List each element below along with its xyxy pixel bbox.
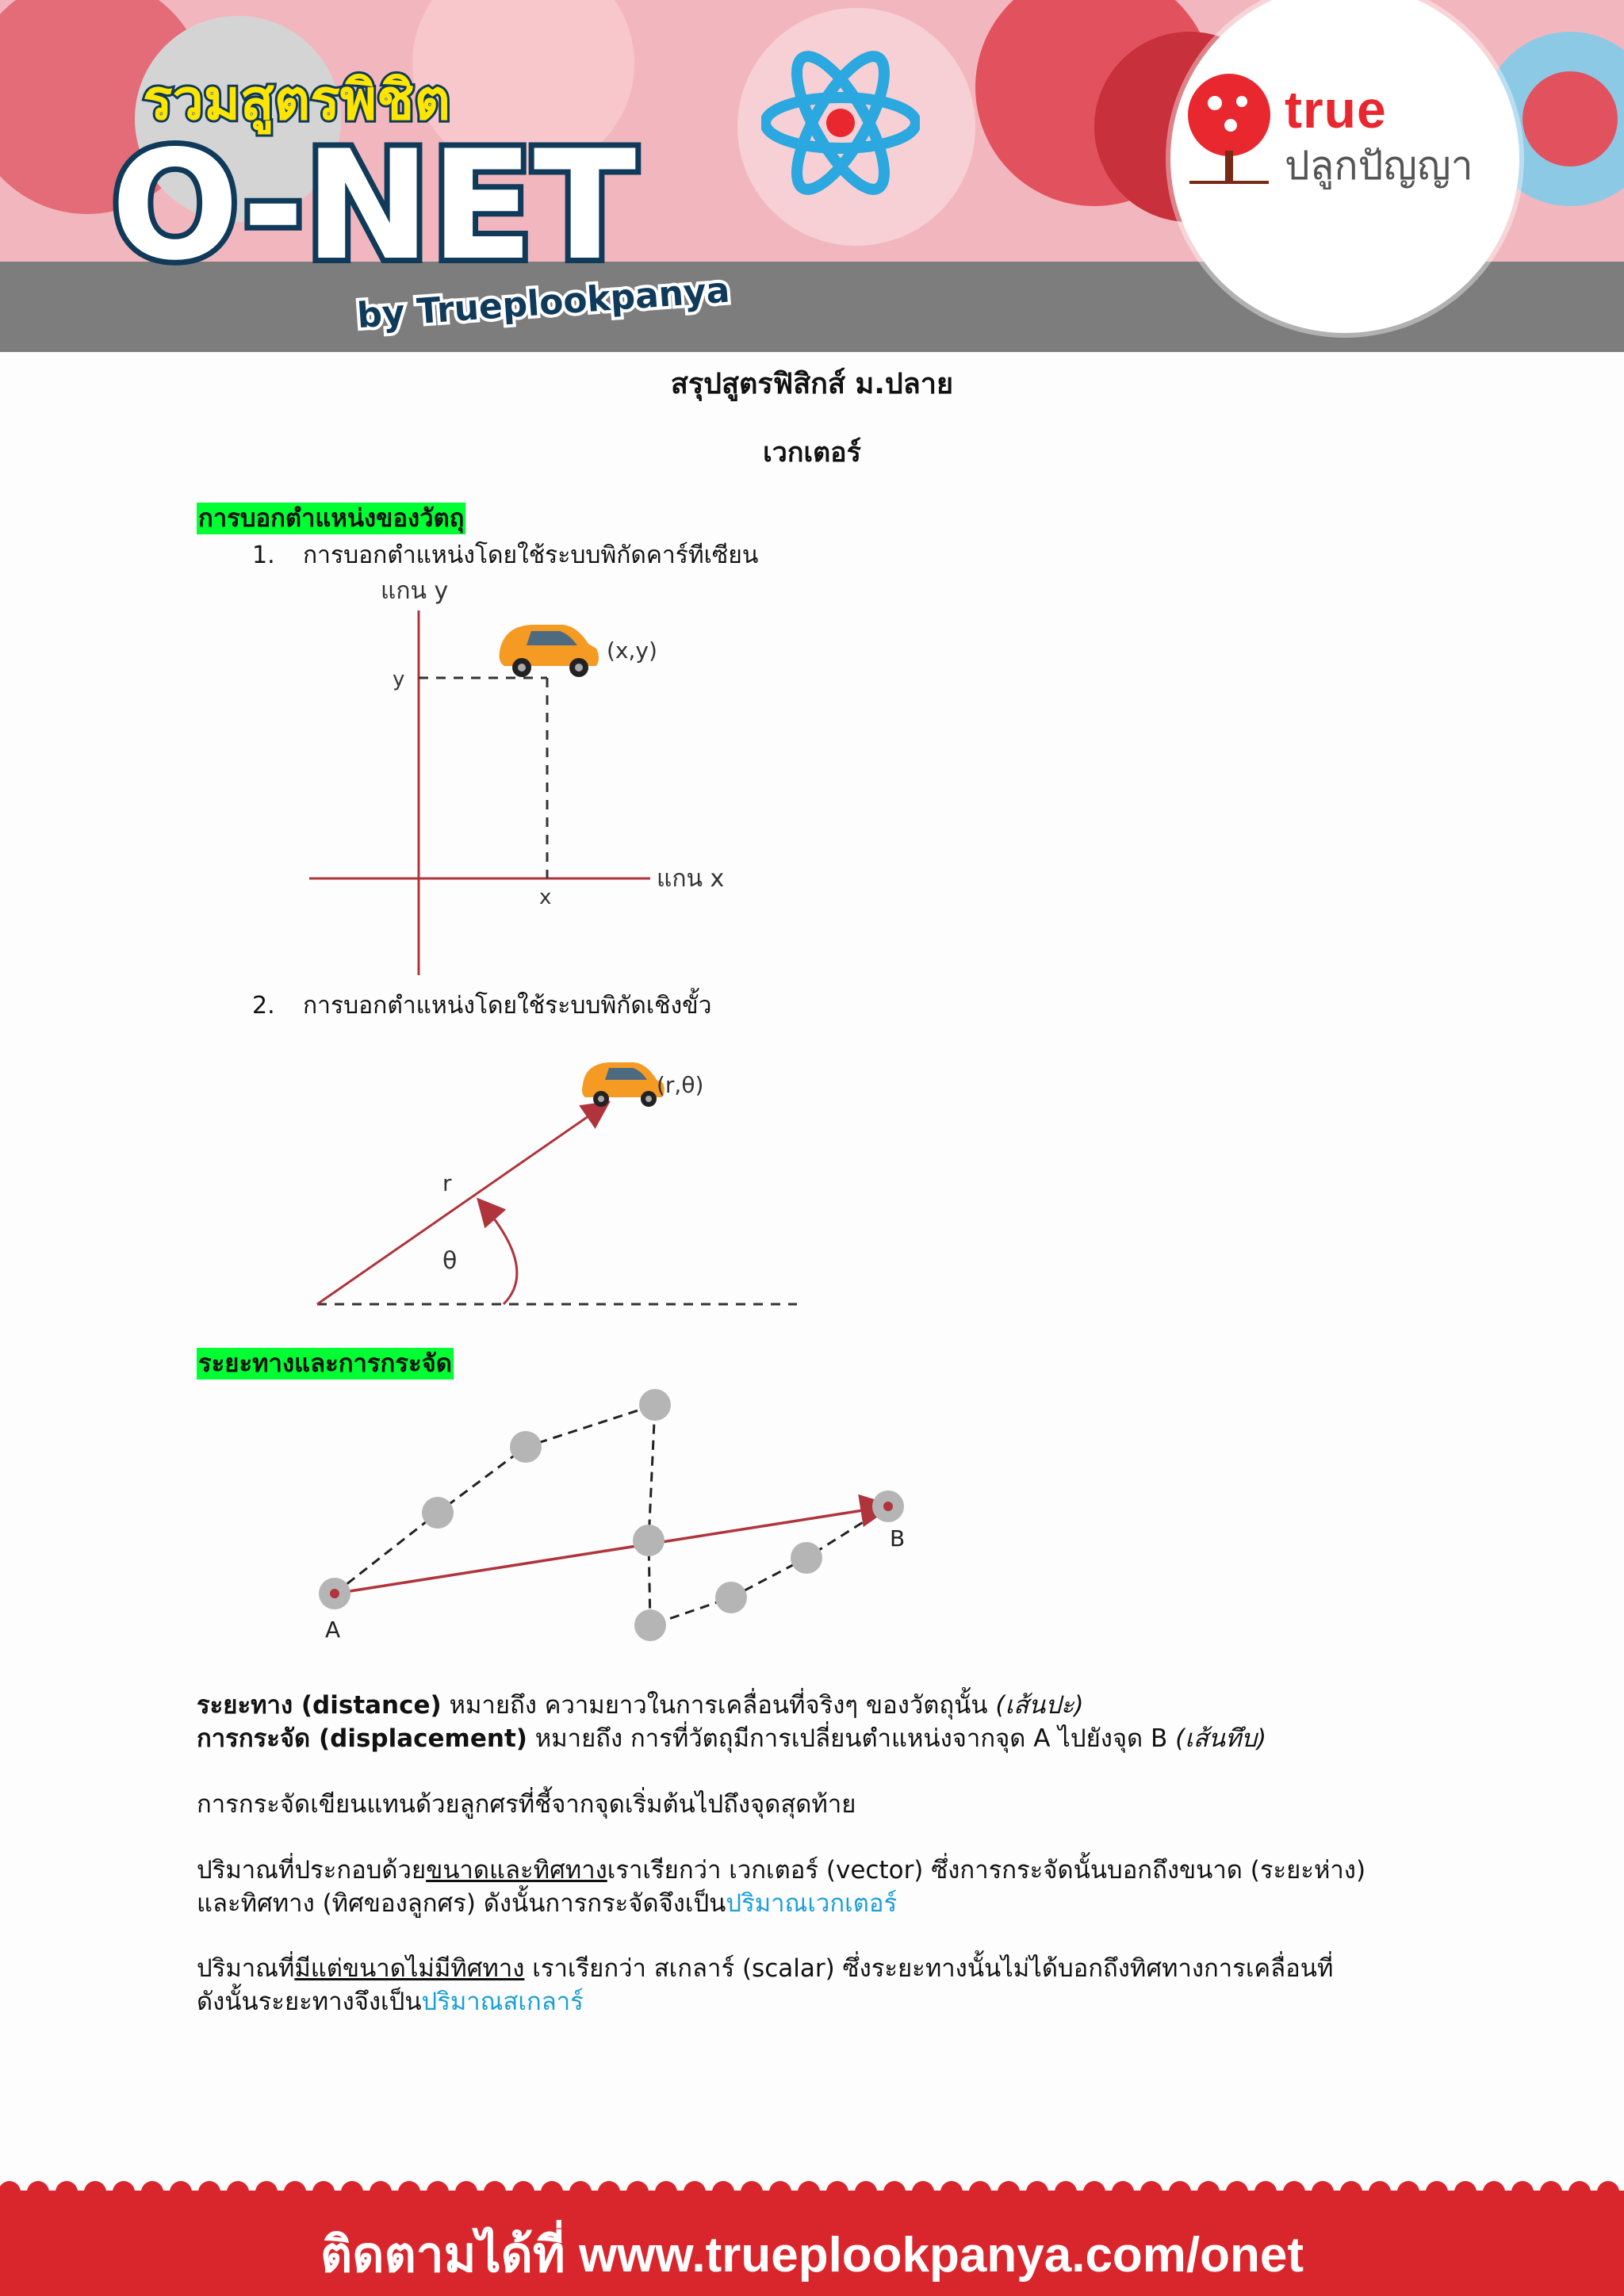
footer-scallop <box>1169 2181 1191 2203</box>
footer-scallop <box>170 2181 192 2203</box>
onet-title-logo <box>111 44 809 345</box>
footer-scallop <box>798 2181 820 2203</box>
footer-scallop <box>427 2181 449 2203</box>
point-b-label: B <box>890 1525 906 1552</box>
position-vector-arrow <box>317 1104 607 1304</box>
footer-scallop <box>1483 2181 1505 2203</box>
displacement-note: (เส้นทึบ) <box>1175 1724 1267 1753</box>
logo-word: true <box>1285 80 1387 139</box>
footer-scallop <box>969 2181 991 2203</box>
text-segment: เราเรียกว่า สเกลาร์ (scalar) ซึ่งระยะทางนั้นไม่ได้บอกถึงทิศทางการเคลื่อนที่ <box>524 1954 1334 1983</box>
footer-scallop <box>1026 2181 1048 2203</box>
footer-scallop <box>227 2181 249 2203</box>
distance-displacement-diagram <box>301 1380 920 1649</box>
footer-scallop <box>312 2181 335 2203</box>
list-number: 1. <box>252 541 275 569</box>
footer-scallop <box>284 2181 306 2203</box>
theta-label: θ <box>442 1247 458 1275</box>
footer-scallop <box>1055 2181 1077 2203</box>
cartesian-diagram <box>301 571 745 983</box>
page-title: สรุปสูตรฟิสิกส์ ม.ปลาย <box>670 368 954 400</box>
y-tick-label: y <box>393 668 405 691</box>
text-segment: ดังนั้นระยะทางจึงเป็น <box>197 1988 422 2016</box>
car-icon <box>582 1062 665 1107</box>
footer-scallop <box>198 2181 220 2203</box>
footer-scallop <box>741 2181 763 2203</box>
vector-explanation-line2 <box>197 1887 897 1920</box>
footer-scallop <box>1540 2181 1562 2203</box>
footer-scallop <box>398 2181 420 2203</box>
footer-scallop <box>1597 2181 1619 2203</box>
footer-scallop <box>569 2181 592 2203</box>
distance-path <box>335 1405 888 1625</box>
footer-scallop <box>484 2181 506 2203</box>
footer-scallop <box>826 2181 848 2203</box>
footer-scallop <box>769 2181 791 2203</box>
footer-scallop <box>541 2181 563 2203</box>
distance-note: (เส้นปะ) <box>995 1691 1084 1720</box>
footer-scallop <box>27 2181 49 2203</box>
polar-diagram <box>301 1039 809 1308</box>
footer-scallop <box>455 2181 477 2203</box>
footer-scallop <box>1312 2181 1334 2203</box>
point-label-xy: (x,y) <box>607 637 657 664</box>
displacement-definition <box>197 1722 1266 1755</box>
footer-scallop <box>141 2181 163 2203</box>
footer-scallop <box>1369 2181 1391 2203</box>
atom-icon <box>761 48 920 198</box>
footer-scallop <box>1397 2181 1419 2203</box>
displacement-term: การกระจัด (displacement) <box>197 1724 527 1753</box>
section-heading-position: การบอกตำแหน่งของวัตถุ <box>198 504 465 533</box>
list-item-text: การบอกตำแหน่งโดยใช้ระบบพิกัดเชิงขั้ว <box>303 992 712 1020</box>
text-segment: ปริมาณที่ประกอบด้วย <box>197 1856 427 1885</box>
footer-scallop <box>912 2181 934 2203</box>
footer-scallop <box>855 2181 877 2203</box>
text-segment: และทิศทาง (ทิศของลูกศร) ดังนั้นการกระจัดจึงเป็น <box>197 1889 726 1918</box>
motion-dots <box>319 1389 904 1641</box>
scalar-quantity-link: ปริมาณสเกลาร์ <box>421 1988 584 2016</box>
point-b-marker <box>883 1502 893 1511</box>
header-banner <box>0 0 1624 352</box>
list-item-text: การบอกตำแหน่งโดยใช้ระบบพิกัดคาร์ทีเซียน <box>303 541 759 569</box>
dot <box>715 1582 747 1613</box>
footer-scallop <box>370 2181 392 2203</box>
dot <box>510 1431 542 1463</box>
page-subtitle: เวกเตอร์ <box>763 437 861 469</box>
displacement-text: หมายถึง การที่วัตถุมีการเปลี่ยนตำแหน่งจากจุด A ไปยังจุด B <box>527 1724 1176 1753</box>
footer-scallop <box>598 2181 620 2203</box>
tagline-text: รวมสูตรพิชิต <box>143 67 450 132</box>
footer-scallop <box>113 2181 135 2203</box>
x-tick-label: x <box>539 886 552 909</box>
footer-scallop <box>1112 2181 1134 2203</box>
car-icon <box>500 625 599 677</box>
footer-scallop <box>255 2181 278 2203</box>
footer-scallop <box>626 2181 649 2203</box>
footer-scallop <box>1197 2181 1220 2203</box>
footer-scallop <box>512 2181 534 2203</box>
true-logo <box>1182 71 1499 206</box>
section-heading-distance: ระยะทางและการกระจัด <box>198 1349 452 1378</box>
footer-scallop <box>1454 2181 1477 2203</box>
dot <box>422 1497 454 1529</box>
footer-scallop <box>1083 2181 1105 2203</box>
footer-scallop <box>684 2181 706 2203</box>
scalar-explanation-line1 <box>197 1952 1333 1985</box>
footer-scallop <box>1568 2181 1591 2203</box>
dot <box>633 1525 665 1556</box>
y-axis-label: แกน y <box>381 577 449 605</box>
distance-term: ระยะทาง (distance) <box>197 1691 442 1720</box>
x-axis-label: แกน x <box>657 865 725 893</box>
vector-quantity-link: ปริมาณเวกเตอร์ <box>726 1889 898 1918</box>
scalar-explanation-line2 <box>197 1985 584 2019</box>
list-number: 2. <box>252 992 275 1020</box>
footer-scallop <box>1140 2181 1162 2203</box>
footer-scallop <box>940 2181 963 2203</box>
footer-scallop <box>1283 2181 1305 2203</box>
footer-scallop <box>655 2181 677 2203</box>
r-label: r <box>442 1170 452 1196</box>
footer-scallop <box>1340 2181 1362 2203</box>
footer-scallop <box>883 2181 906 2203</box>
distance-text: หมายถึง ความยาวในการเคลื่อนที่จริงๆ ของวัตถุนั้น <box>441 1691 996 1720</box>
dot <box>634 1609 666 1641</box>
tree-icon <box>1182 71 1277 190</box>
footer-scallop <box>84 2181 106 2203</box>
point-label-polar: (r,θ) <box>657 1072 704 1098</box>
logo-subtext: ปลูกปัญญา <box>1285 143 1473 189</box>
footer-scallop <box>1511 2181 1534 2203</box>
point-a-label: A <box>325 1617 341 1643</box>
vector-explanation-line1 <box>197 1854 1365 1887</box>
list-item-polar <box>252 987 711 1024</box>
main-title-text: O-NET <box>111 118 637 293</box>
footer-scallop <box>1426 2181 1448 2203</box>
arrow-explanation: การกระจัดเขียนแทนด้วยลูกศรที่ชี้จากจุดเริ่มต้นไปถึงจุดสุดท้าย <box>197 1790 856 1819</box>
footer-url-text: ติดตามได้ที่ www.trueplookpanya.com/onet <box>320 2228 1304 2283</box>
footer-scallop <box>1226 2181 1248 2203</box>
footer-scallop <box>998 2181 1020 2203</box>
dot <box>791 1542 822 1574</box>
byline-text: by Trueplookpanya <box>355 270 731 337</box>
distance-definition <box>197 1689 1084 1722</box>
footer-scallop <box>56 2181 78 2203</box>
footer-scallop <box>341 2181 363 2203</box>
footer-scallop <box>712 2181 734 2203</box>
text-segment: เราเรียกว่า เวกเตอร์ (vector) ซึ่งการกระจัดนั้นบอกถึงขนาด (ระยะห่าง) <box>607 1856 1366 1885</box>
dot <box>639 1389 671 1421</box>
footer-scallop <box>1254 2181 1277 2203</box>
list-item-cartesian <box>252 537 758 574</box>
underlined-text: มีแต่ขนาดไม่มีทิศทาง <box>294 1954 525 1983</box>
underlined-text: ขนาดและทิศทาง <box>426 1856 607 1885</box>
gear-decor <box>1522 71 1618 166</box>
text-segment: ปริมาณที่ <box>197 1954 295 1983</box>
point-a-marker <box>330 1589 339 1598</box>
angle-arc <box>480 1201 517 1304</box>
